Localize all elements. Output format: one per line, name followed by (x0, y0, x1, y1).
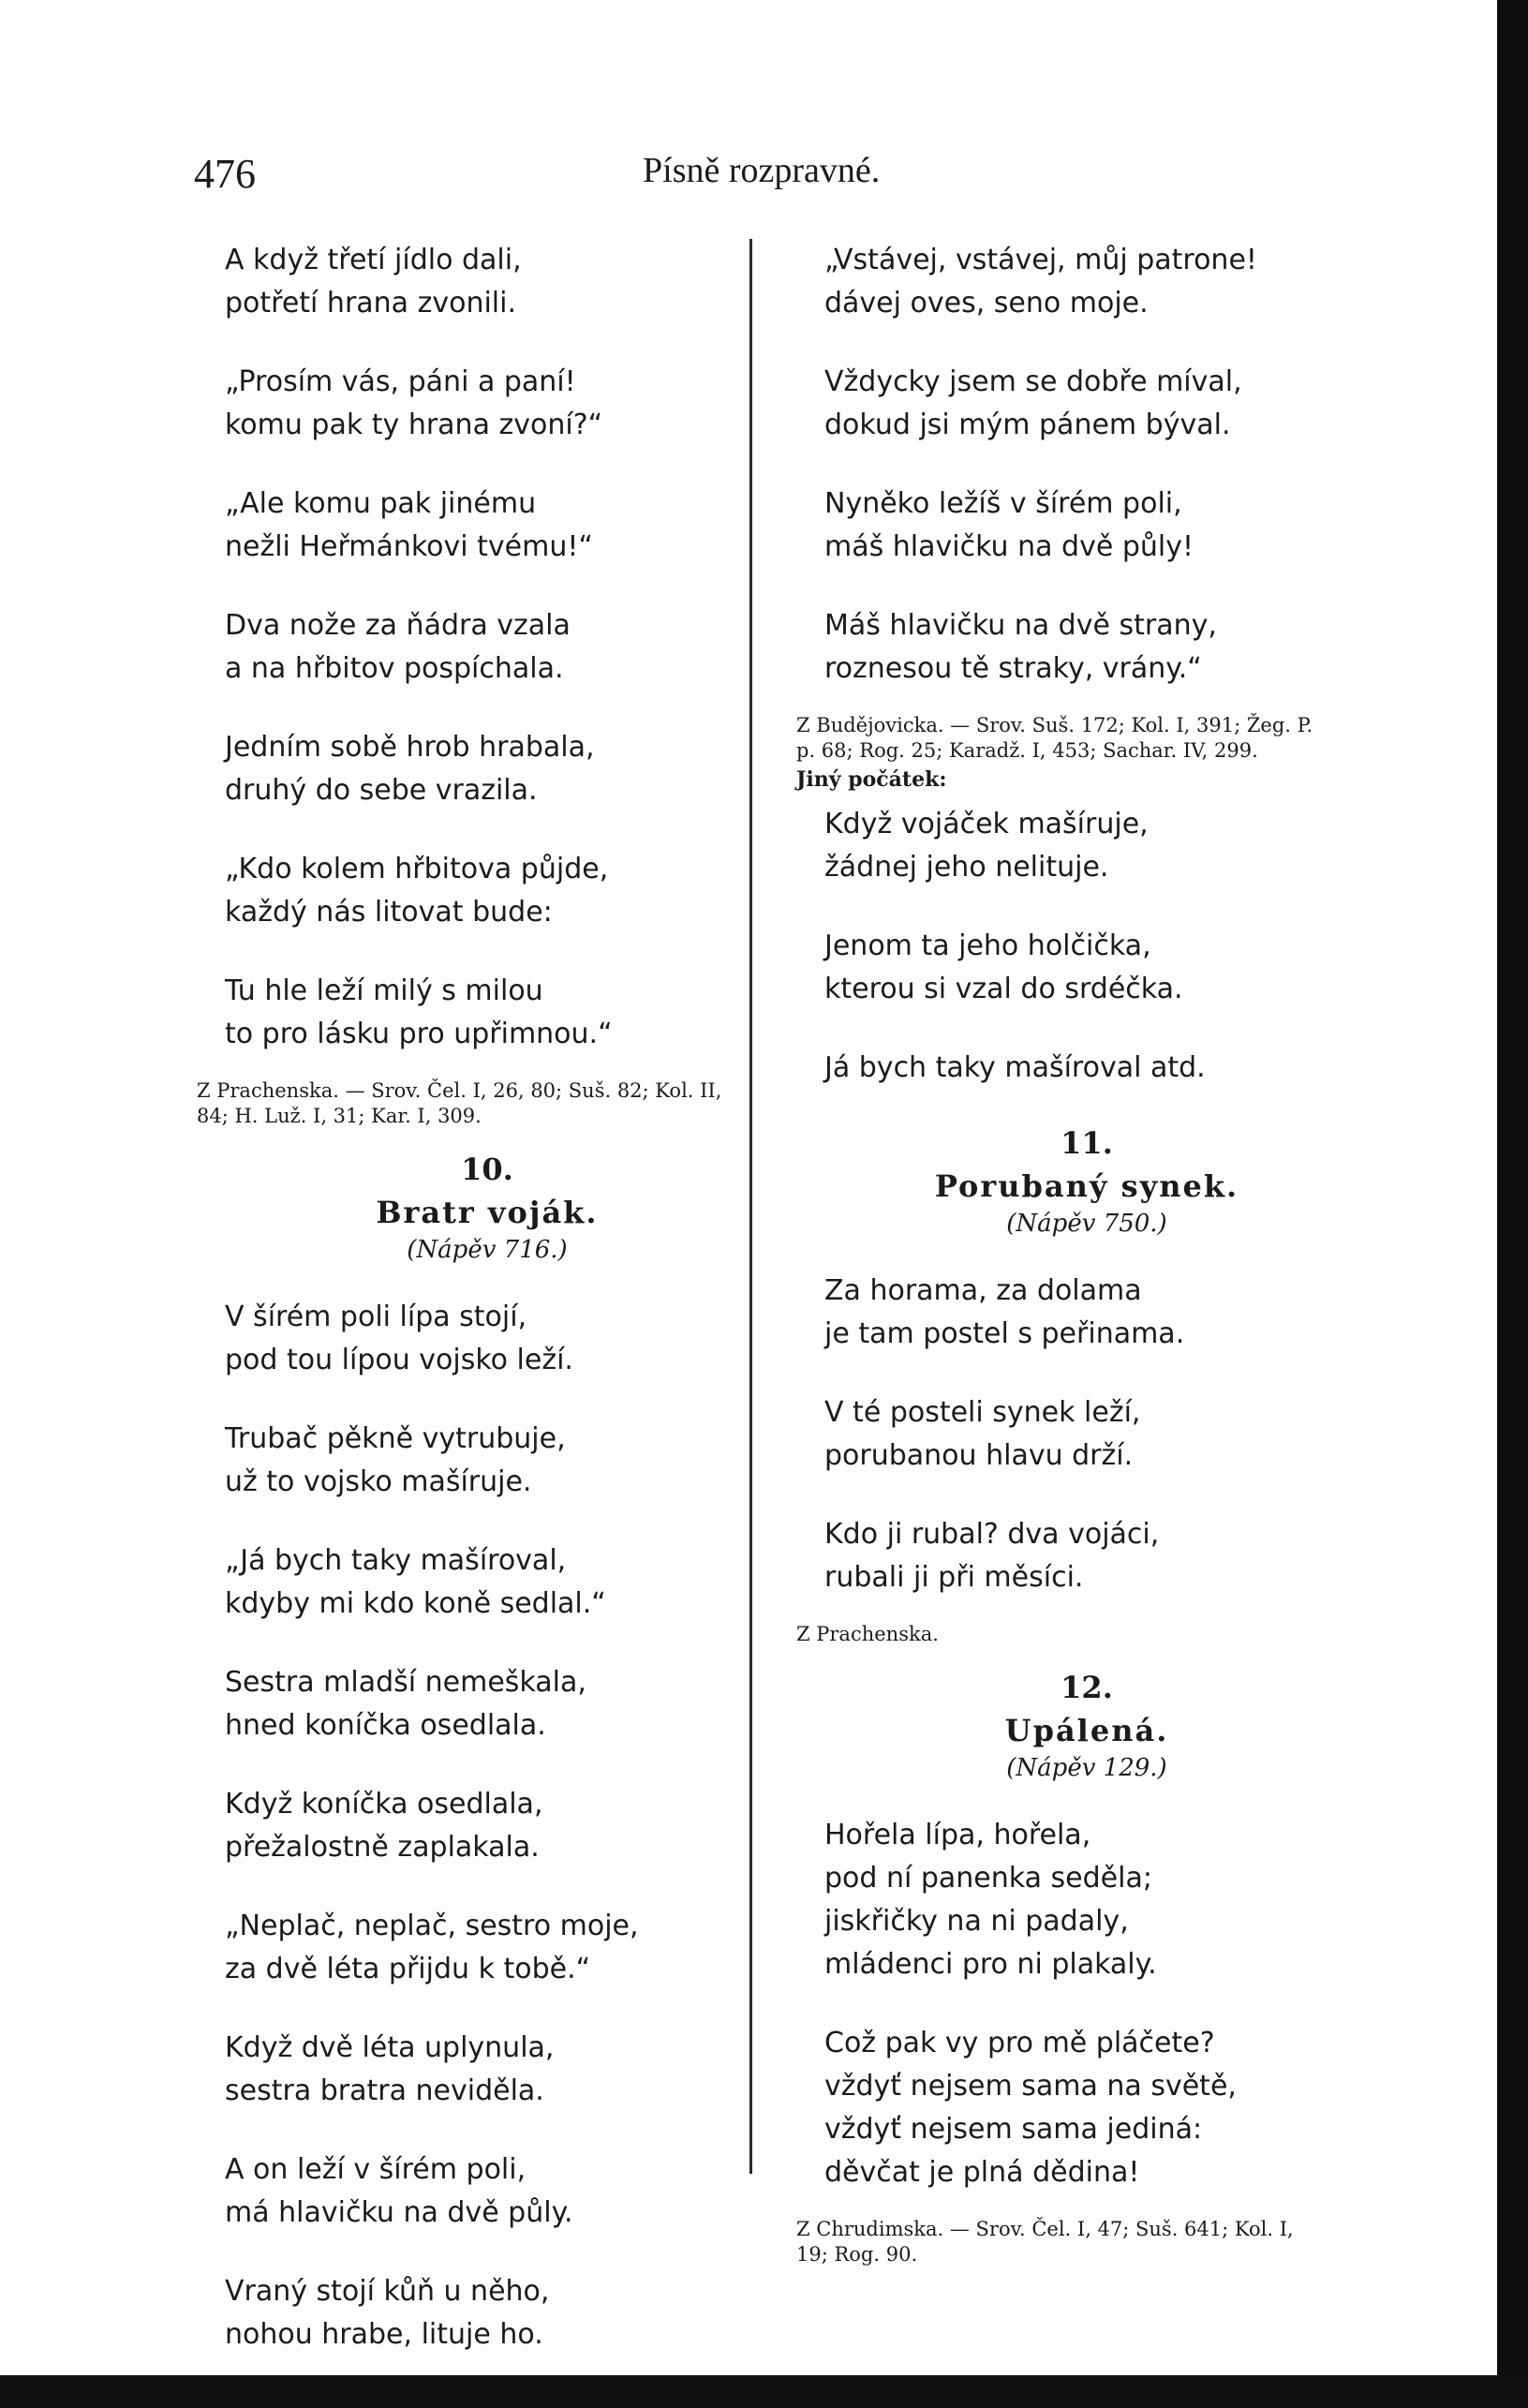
page-number: 476 (194, 151, 256, 197)
song12-stanza: Hořela lípa, hořela, pod ní panenka seděla; jiskřičky na ni padaly, mládenci pro ni plakaly. (824, 1819, 1157, 1981)
song12-tune: (Nápěv 129.) (1006, 1754, 1167, 1782)
scan-edge-bottom (0, 2375, 1528, 2408)
song12-number: 12. (1061, 1670, 1113, 1705)
song10-tune: (Nápěv 716.) (407, 1236, 568, 1264)
song9-stanza: „Kdo kolem hřbitova půjde, každý nás litovat bude: (225, 853, 609, 929)
song10-stanza: Když koníčka osedlala, přežalostně zaplakala. (225, 1788, 543, 1864)
song10-title: Bratr voják. (376, 1195, 599, 1230)
song10-stanza: V šírém poli lípa stojí, pod tou lípou vojsko leží. (225, 1301, 573, 1376)
right-column (796, 239, 1349, 2290)
song11-source: Z Prachenska. (796, 1623, 939, 1645)
song10-stanza: A on leží v šírém poli, má hlavičku na dvě půly. (225, 2153, 573, 2229)
song10-source: Z Budějovicka. — Srov. Suš. 172; Kol. I, 391; Žeg. P. p. 68; Rog. 25; Karadž. I, 453; Sachar. IV, 299. (796, 714, 1313, 762)
song10-stanza: Máš hlavičku na dvě strany, roznesou tě straky, vrány.“ (824, 609, 1217, 685)
alt-stanza: Jenom ta jeho holčička, kterou si vzal do srdéčka. (824, 929, 1183, 1005)
song9-stanza: „Ale komu pak jinému nežli Heřmánkovi tvému!“ (225, 487, 593, 563)
song10-stanza: „Vstávej, vstávej, můj patrone! dávej oves, seno moje. (824, 244, 1257, 320)
song9-source: Z Prachenska. — Srov. Čel. I, 26, 80; Suš. 82; Kol. II, 84; H. Luž. I, 31; Kar. I, 309. (197, 1079, 722, 1127)
song11-stanza: V té posteli synek leží, porubanou hlavu drží. (824, 1396, 1141, 1472)
running-head: Písně rozpravné. (643, 151, 881, 190)
song10-stanza: Nyněko ležíš v šírém poli, máš hlavičku na dvě půly! (824, 487, 1194, 563)
song12-source: Z Chrudimska. — Srov. Čel. I, 47; Suš. 641; Kol. I, 19; Rog. 90. (796, 2218, 1294, 2266)
song11-tune: (Nápěv 750.) (1006, 1210, 1167, 1238)
song9-stanza: „Prosím vás, páni a paní! komu pak ty hrana zvoní?“ (225, 365, 603, 441)
song12-title: Upálená. (1004, 1713, 1169, 1748)
alt-stanza: Já bych taky mašíroval atd. (824, 1051, 1206, 1084)
song9-stanza: A když třetí jídlo dali, potřetí hrana zvonili. (225, 244, 522, 320)
alternate-beginning-label: Jiný počátek: (796, 767, 947, 792)
alt-stanza: Když vojáček mašíruje, žádnej jeho nelituje. (824, 808, 1149, 884)
song10-number: 10. (461, 1152, 513, 1187)
column-divider (749, 239, 752, 2174)
scan-edge-right (1497, 0, 1528, 2408)
song11-number: 11. (1061, 1125, 1113, 1161)
song10-stanza: Vraný stojí kůň u něho, nohou hrabe, lituje ho. (225, 2275, 550, 2351)
song9-stanza: Jedním sobě hrob hrabala, druhý do sebe vrazila. (225, 731, 595, 807)
song9-stanza: Dva nože za ňádra vzala a na hřbitov pospíchala. (225, 609, 571, 685)
song9-stanza: Tu hle leží milý s milou to pro lásku pro upřimnou.“ (225, 974, 613, 1050)
song12-stanza: Což pak vy pro mě pláčete? vždyť nejsem sama na světě, vždyť nejsem sama jediná: děvčat je plná dědina! (824, 2027, 1237, 2189)
song10-stanza: „Neplač, neplač, sestro moje, za dvě léta přijdu k tobě.“ (225, 1910, 639, 1985)
left-column (197, 239, 749, 2392)
song11-title: Porubaný synek. (934, 1168, 1239, 1204)
song10-stanza: „Já bych taky mašíroval, kdyby mi kdo koně sedlal.“ (225, 1544, 606, 1620)
song10-stanza: Trubač pěkně vytrubuje, už to vojsko mašíruje. (225, 1422, 566, 1498)
song11-stanza: Kdo ji rubal? dva vojáci, rubali ji při měsíci. (824, 1518, 1160, 1594)
song10-stanza: Sestra mladší nemeškala, hned koníčka osedlala. (225, 1666, 586, 1742)
song10-stanza: Vždycky jsem se dobře míval, dokud jsi mým pánem býval. (824, 365, 1242, 441)
song11-stanza: Za horama, za dolama je tam postel s peřinama. (824, 1274, 1185, 1350)
song10-stanza: Když dvě léta uplynula, sestra bratra neviděla. (225, 2031, 555, 2107)
